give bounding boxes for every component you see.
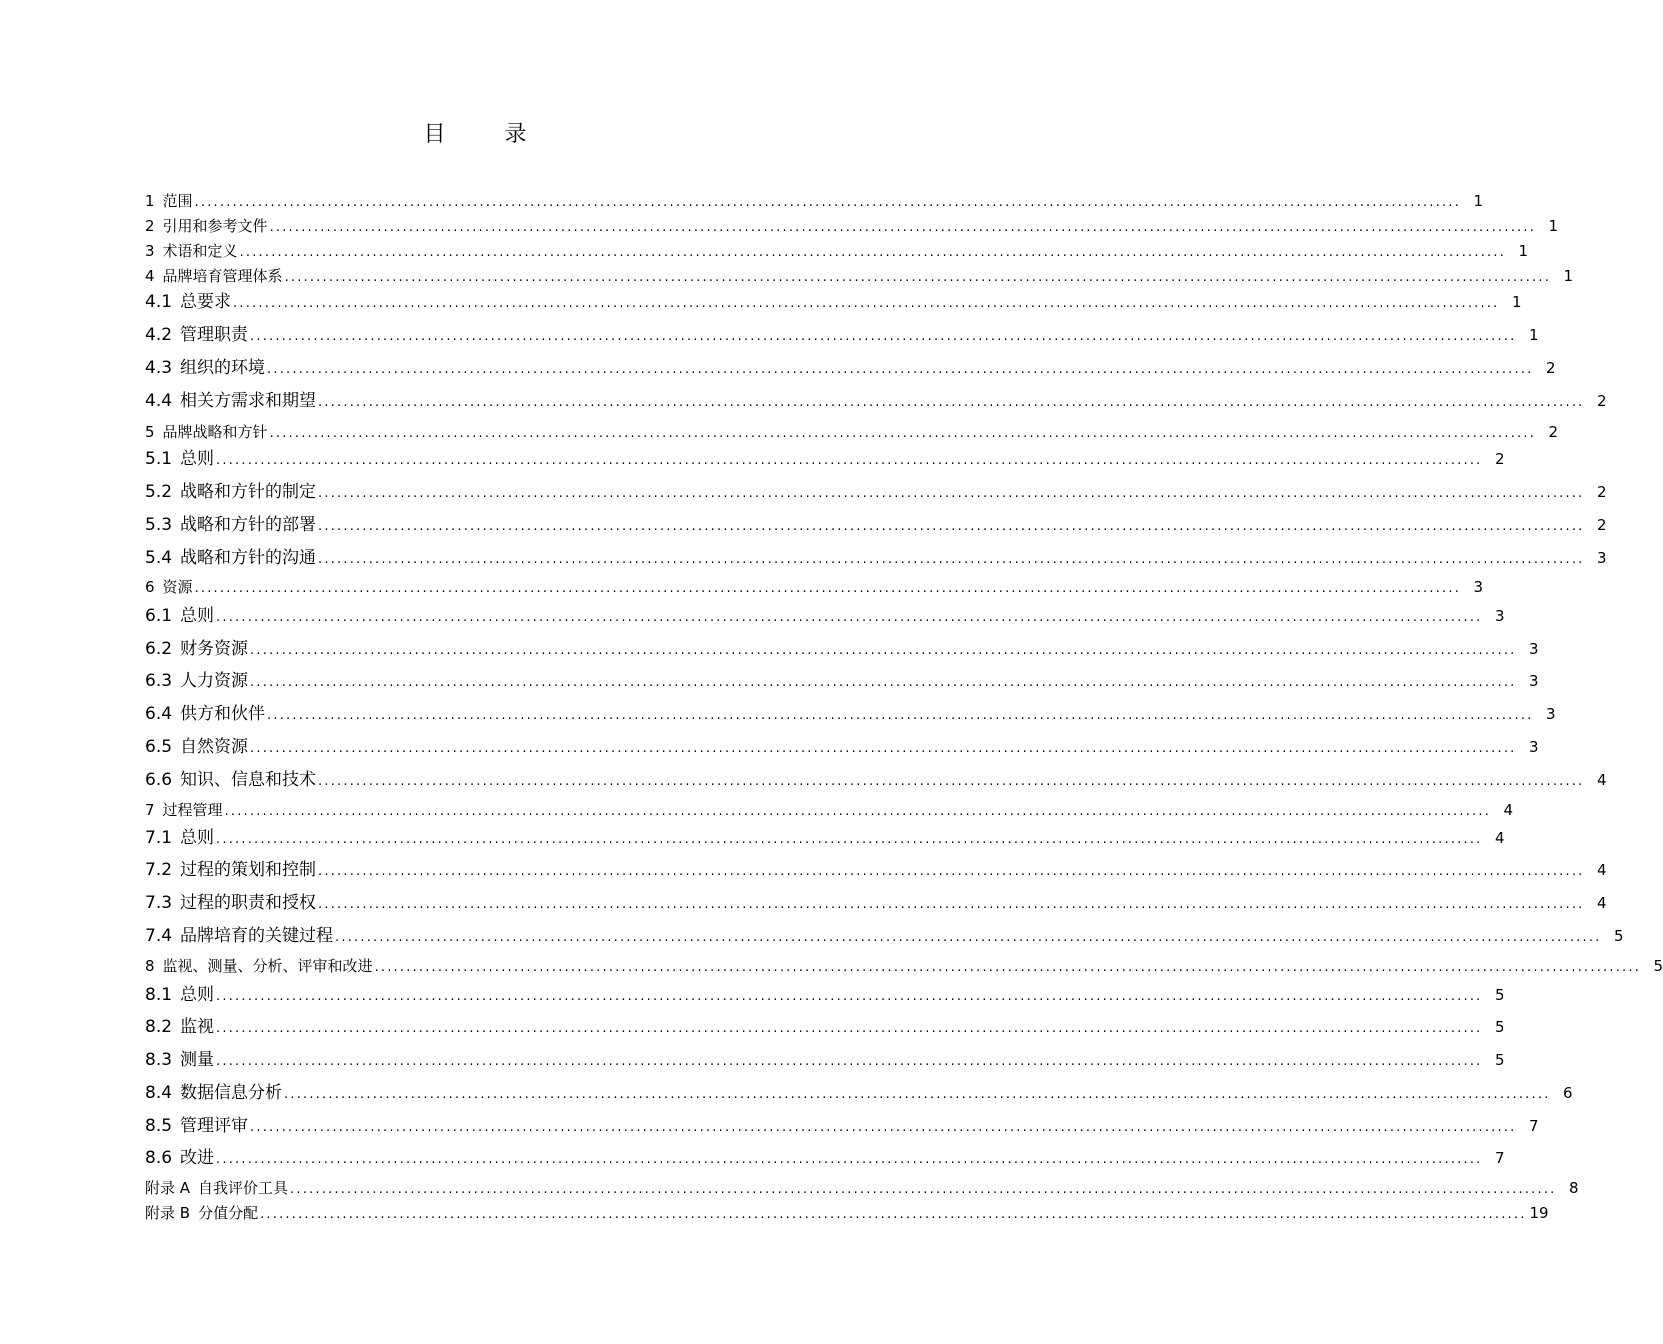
toc-entry[interactable] (145, 636, 1539, 662)
toc-entry[interactable] (145, 767, 1607, 793)
toc-page-number: 4 (1494, 829, 1505, 847)
toc-entry-text: 供方和伙伴 (180, 704, 266, 724)
toc-page-number: 19 (1529, 1204, 1549, 1222)
toc-entry[interactable] (145, 545, 1607, 571)
toc-entry-label (145, 512, 316, 538)
toc-entry[interactable] (145, 322, 1539, 348)
toc-page-number: 5 (1494, 1051, 1505, 1069)
toc-page-number: 3 (1528, 640, 1539, 658)
toc-leader-dots: ........................................................................................................................................................................................................ (269, 426, 1537, 441)
toc-leader-dots: ........................................................................................................................................................................................................ (216, 453, 1483, 468)
toc-entry-number: 6.3 (145, 671, 173, 691)
toc-page-number: 8 (1568, 1179, 1579, 1197)
toc-page-number: 3 (1528, 738, 1539, 756)
toc-entry[interactable] (145, 1145, 1505, 1171)
toc-entry-label (145, 799, 223, 821)
toc-entry[interactable] (145, 1177, 1579, 1199)
toc-leader-dots: ........................................................................................................................................................................................................ (318, 864, 1585, 879)
toc-entry[interactable] (145, 388, 1607, 414)
toc-entry-label (145, 289, 231, 315)
toc-entry[interactable] (145, 215, 1559, 237)
toc-entry-number: 6.2 (145, 639, 173, 659)
toc-entry-label (145, 355, 265, 381)
toc-entry-label (145, 240, 238, 262)
toc-page-number: 7 (1528, 1117, 1539, 1135)
toc-page-number: 4 (1503, 801, 1514, 819)
toc-page-number: 5 (1494, 1018, 1505, 1036)
toc-entry-text: 品牌战略和方针 (162, 423, 268, 441)
toc-entry-label (145, 421, 268, 443)
toc-page-number: 1 (1473, 192, 1484, 210)
toc-entry-text: 管理评审 (180, 1116, 249, 1136)
toc-page-number: 2 (1494, 450, 1505, 468)
toc-leader-dots: ........................................................................................................................................................................................................ (233, 296, 1500, 311)
toc-entry-number: 8.5 (145, 1116, 173, 1136)
toc-entry[interactable] (145, 923, 1624, 949)
toc-entry-label (145, 479, 316, 505)
toc-entry-label (145, 734, 248, 760)
toc-entry-number: 2 (145, 217, 155, 235)
toc-entry[interactable] (145, 982, 1505, 1008)
toc-leader-dots: ........................................................................................................................................................................................................ (216, 1152, 1483, 1167)
toc-entry-label (145, 576, 193, 598)
toc-entry-text: 自我评价工具 (198, 1179, 289, 1197)
toc-entry-label (145, 668, 248, 694)
toc-entry-number: 附录 A (145, 1179, 191, 1197)
toc-entry-number: 5 (145, 423, 155, 441)
toc-entry-text: 相关方需求和期望 (180, 391, 317, 411)
toc-entry[interactable] (145, 421, 1559, 443)
toc-page-number: 1 (1563, 267, 1574, 285)
toc-entry-number: 5.2 (145, 482, 173, 502)
toc-entry-number: 6.1 (145, 606, 173, 626)
toc-entry-text: 战略和方针的制定 (180, 482, 317, 502)
toc-entry[interactable] (145, 701, 1556, 727)
toc-entry[interactable] (145, 289, 1522, 315)
toc-entry[interactable] (145, 1047, 1505, 1073)
toc-entry[interactable] (145, 668, 1539, 694)
toc-entry-label (145, 825, 214, 851)
toc-entry-text: 监视 (180, 1017, 215, 1037)
toc-entry-label (145, 190, 193, 212)
toc-entry-text: 术语和定义 (162, 242, 238, 260)
toc-entry-number: 4.3 (145, 358, 173, 378)
toc-entry-label (145, 603, 214, 629)
toc-entry-text: 范围 (162, 192, 193, 210)
toc-page-number: 6 (1562, 1084, 1573, 1102)
toc-entry[interactable] (145, 955, 1663, 977)
toc-entry-number: 5.4 (145, 548, 173, 568)
toc-leader-dots: ........................................................................................................................................................................................................ (250, 643, 1517, 658)
toc-entry-text: 引用和参考文件 (162, 217, 268, 235)
toc-page-number: 1 (1528, 326, 1539, 344)
toc-leader-dots: ........................................................................................................................................................................................................ (269, 220, 1537, 235)
toc-entry-text: 人力资源 (180, 671, 249, 691)
toc-entry-text: 战略和方针的沟通 (180, 548, 317, 568)
toc-entry-number: 7 (145, 801, 155, 819)
toc-entry-number: 6.5 (145, 737, 173, 757)
toc-leader-dots: ........................................................................................................................................................................................................ (335, 930, 1602, 945)
toc-entry[interactable] (145, 240, 1529, 262)
toc-entry-label (145, 446, 214, 472)
toc-entry-label (145, 215, 268, 237)
toc-leader-dots: ........................................................................................................................................................................................................ (216, 1021, 1483, 1036)
toc-entry[interactable] (145, 1080, 1573, 1106)
toc-leader-dots: ........................................................................................................................................................................................................ (216, 832, 1483, 847)
toc-entry-label (145, 1014, 214, 1040)
toc-page-number: 3 (1528, 672, 1539, 690)
toc-entry-label (145, 388, 316, 414)
toc-page-number: 1 (1548, 217, 1559, 235)
toc-entry-number: 8.2 (145, 1017, 173, 1037)
toc-entry[interactable] (145, 265, 1574, 287)
toc-entry-label (145, 701, 265, 727)
toc-entry-text: 监视、测量、分析、评审和改进 (162, 957, 373, 975)
toc-entry-text: 改进 (180, 1148, 215, 1168)
toc-entry-label (145, 982, 214, 1008)
toc-entry-number: 4.2 (145, 325, 173, 345)
toc-entry[interactable] (145, 355, 1556, 381)
toc-entry-text: 知识、信息和技术 (180, 770, 317, 790)
toc-leader-dots: ........................................................................................................................................................................................................ (318, 774, 1585, 789)
toc-leader-dots: ........................................................................................................................................................................................................ (284, 270, 1552, 285)
toc-leader-dots: ........................................................................................................................................................................................................ (194, 581, 1462, 596)
toc-entry-label (145, 1145, 214, 1171)
toc-entry-label (145, 890, 316, 916)
toc-entry-text: 战略和方针的部署 (180, 515, 317, 535)
toc-page-number: 2 (1545, 359, 1556, 377)
toc-entry-number: 3 (145, 242, 155, 260)
toc-entry-text: 资源 (162, 578, 193, 596)
toc-entry-label (145, 767, 316, 793)
toc-page-number: 5 (1494, 986, 1505, 1004)
toc-leader-dots: ........................................................................................................................................................................................................ (224, 804, 1492, 819)
toc-leader-dots: ........................................................................................................................................................................................................ (239, 245, 1507, 260)
toc-entry-label (145, 636, 248, 662)
toc-leader-dots: ........................................................................................................................................................................................................ (250, 1120, 1517, 1135)
toc-entry-text: 总则 (180, 449, 215, 469)
toc-leader-dots: ........................................................................................................................................................................................................ (216, 610, 1483, 625)
toc-leader-dots: ........................................................................................................................................................................................................ (216, 989, 1483, 1004)
toc-entry-label (145, 1047, 214, 1073)
toc-leader-dots: ........................................................................................................................................................................................................ (250, 329, 1517, 344)
toc-entry-number: 6.4 (145, 704, 173, 724)
toc-entry-label (145, 322, 248, 348)
toc-page-number: 4 (1596, 861, 1607, 879)
toc-entry[interactable] (145, 799, 1514, 821)
toc-page-number: 2 (1548, 423, 1559, 441)
toc-entry-text: 自然资源 (180, 737, 249, 757)
toc-entry[interactable] (145, 1113, 1539, 1139)
toc-page-number: 2 (1596, 483, 1607, 501)
toc-leader-dots: ........................................................................................................................................................................................................ (260, 1207, 1527, 1222)
toc-leader-dots: ........................................................................................................................................................................................................ (267, 362, 1534, 377)
toc-entry[interactable] (145, 734, 1539, 760)
toc-entry-number: 8.3 (145, 1050, 173, 1070)
toc-entry[interactable] (145, 576, 1484, 598)
toc-page-number: 1 (1511, 293, 1522, 311)
toc-entry-number: 4.4 (145, 391, 173, 411)
toc-entry-number: 附录 B (145, 1204, 191, 1222)
toc-leader-dots: ........................................................................................................................................................................................................ (374, 960, 1642, 975)
toc-entry-text: 组织的环境 (180, 358, 266, 378)
toc-page-number: 3 (1473, 578, 1484, 596)
toc-leader-dots: ........................................................................................................................................................................................................ (250, 741, 1517, 756)
toc-entry-number: 8 (145, 957, 155, 975)
toc-entry-label (145, 1080, 282, 1106)
toc-page-number: 4 (1596, 894, 1607, 912)
toc-entry-text: 管理职责 (180, 325, 249, 345)
toc-entry-text: 总则 (180, 985, 215, 1005)
toc-leader-dots: ........................................................................................................................................................................................................ (267, 708, 1534, 723)
toc-leader-dots: ........................................................................................................................................................................................................ (284, 1087, 1551, 1102)
toc-entry-label (145, 1202, 258, 1224)
toc-entry[interactable] (145, 512, 1607, 538)
toc-entry-label (145, 857, 316, 883)
toc-entry-text: 测量 (180, 1050, 215, 1070)
toc-entry-number: 4 (145, 267, 155, 285)
toc-entry-number: 5.3 (145, 515, 173, 535)
toc-entry-number: 5.1 (145, 449, 173, 469)
toc-page-number: 2 (1596, 392, 1607, 410)
toc-entry-number: 4.1 (145, 292, 173, 312)
toc-entry-label (145, 545, 316, 571)
toc-leader-dots: ........................................................................................................................................................................................................ (318, 395, 1585, 410)
toc-entry-label (145, 1177, 288, 1199)
toc-title: 目 录 (423, 122, 553, 147)
toc-leader-dots: ........................................................................................................................................................................................................ (318, 552, 1585, 567)
toc-entry-text: 过程的策划和控制 (180, 860, 317, 880)
toc-entry-label (145, 265, 283, 287)
toc-entry-text: 总要求 (180, 292, 232, 312)
toc-entry-number: 6 (145, 578, 155, 596)
toc-page-number: 5 (1613, 927, 1624, 945)
toc-entry[interactable] (145, 190, 1484, 212)
toc-leader-dots: ........................................................................................................................................................................................................ (290, 1182, 1557, 1197)
toc-entry-number: 7.1 (145, 828, 173, 848)
toc-entry[interactable] (145, 479, 1607, 505)
toc-entry[interactable] (145, 446, 1505, 472)
toc-entry-text: 总则 (180, 828, 215, 848)
toc-page-number: 1 (1518, 242, 1529, 260)
toc-entry-text: 过程管理 (162, 801, 223, 819)
toc-entry[interactable] (145, 825, 1505, 851)
toc-entry-number: 6.6 (145, 770, 173, 790)
toc-entry[interactable] (145, 890, 1607, 916)
toc-page-number: 3 (1596, 549, 1607, 567)
toc-entry[interactable] (145, 603, 1505, 629)
toc-leader-dots: ........................................................................................................................................................................................................ (194, 195, 1462, 210)
toc-entry-label (145, 955, 373, 977)
toc-entry-text: 分值分配 (198, 1204, 259, 1222)
toc-leader-dots: ........................................................................................................................................................................................................ (318, 519, 1585, 534)
toc-entry-text: 总则 (180, 606, 215, 626)
toc-entry[interactable] (145, 1014, 1505, 1040)
toc-page-number: 7 (1494, 1149, 1505, 1167)
toc-page-number: 4 (1596, 771, 1607, 789)
toc-entry-number: 7.2 (145, 860, 173, 880)
toc-entry-number: 7.4 (145, 926, 173, 946)
toc-entry-number: 8.6 (145, 1148, 173, 1168)
toc-leader-dots: ........................................................................................................................................................................................................ (318, 897, 1585, 912)
toc-entry-text: 品牌培育的关键过程 (180, 926, 334, 946)
toc-entry[interactable] (145, 1202, 1549, 1224)
toc-page-number: 2 (1596, 516, 1607, 534)
toc-entry-label (145, 923, 333, 949)
toc-entry-number: 7.3 (145, 893, 173, 913)
toc-entry-number: 8.4 (145, 1083, 173, 1103)
toc-entry-text: 品牌培育管理体系 (162, 267, 283, 285)
toc-page-number: 3 (1494, 607, 1505, 625)
toc-entry-number: 8.1 (145, 985, 173, 1005)
toc-entry-text: 财务资源 (180, 639, 249, 659)
toc-entry-text: 过程的职责和授权 (180, 893, 317, 913)
toc-leader-dots: ........................................................................................................................................................................................................ (318, 486, 1585, 501)
toc-entry-number: 1 (145, 192, 155, 210)
toc-page-number: 3 (1545, 705, 1556, 723)
toc-leader-dots: ........................................................................................................................................................................................................ (216, 1054, 1483, 1069)
toc-entry-text: 数据信息分析 (180, 1083, 283, 1103)
toc-entry-label (145, 1113, 248, 1139)
toc-leader-dots: ........................................................................................................................................................................................................ (250, 675, 1517, 690)
toc-entry[interactable] (145, 857, 1607, 883)
toc-page-number: 5 (1653, 957, 1663, 975)
